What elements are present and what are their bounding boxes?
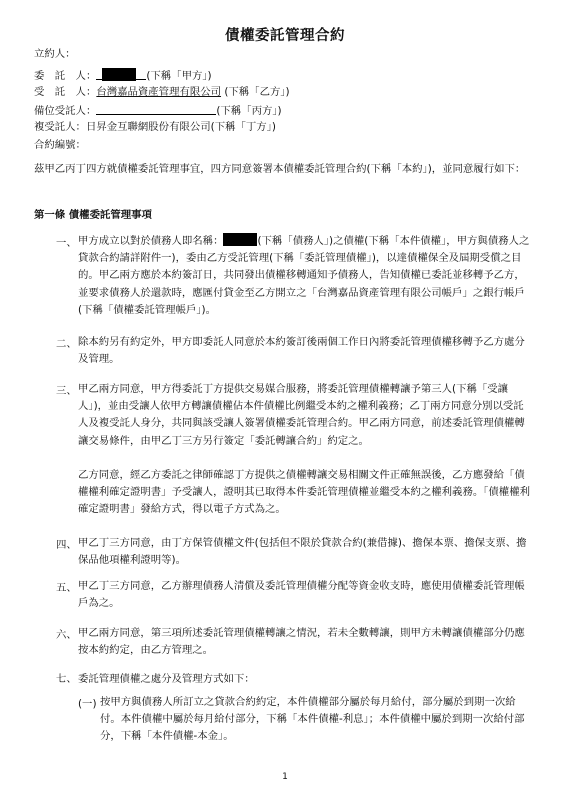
debtor-name-redaction	[223, 233, 257, 246]
item-4-number: 四、	[56, 539, 77, 551]
backup-agent-line	[34, 103, 282, 118]
principal-line	[34, 68, 212, 83]
principal-suffix: (下稱「甲方」)	[146, 70, 212, 82]
parties-intro-label: 立約人：	[34, 48, 76, 60]
agent-suffix: (下稱「乙方」)	[224, 86, 290, 98]
item-1-body: (下稱「債務人」)之債權(下稱「本件債權」，甲方與債務人之貸款合約請詳附件一)，委由乙方受託管理(下稱「委託管理債權」)，以達債權保全及屆期受償之目的。甲乙兩方應於本約簽訂日，共同發出債權移轉通知予債務人，告知債權已委託並移轉予乙方，並要求債務人於還款時，應匯付貸金至乙方開立之「台灣嘉品資產管理有限公司帳戶」之銀行帳戶(下稱「債權委託管理帳戶」)。	[78, 235, 530, 316]
item-3-text: 甲乙兩方同意，甲方得委託丁方提供交易媒合服務，將委託管理債權轉讓予第三人(下稱「受讓人」)，並由受讓人依甲方轉讓債權佔本件債權比例繼受本約之權利義務；乙丁兩方同意分別以受託人及複受託人身分，共同與該受讓人簽署債權委託管理合約。甲乙兩方同意，前述委託管理債權轉讓交易條件，由甲乙丁三方另行簽定「委託轉讓合約」約定之。	[78, 383, 525, 447]
agent-label: 受 託 人：	[34, 86, 97, 98]
item-7-number: 七、	[56, 673, 77, 685]
item-5-text: 甲乙丁三方同意，乙方辦理債務人清償及委託管理債權分配等資金收支時，應使用債權委託管理帳戶為之。	[78, 580, 525, 610]
sub-agent-line	[34, 121, 276, 134]
backup-agent-label: 備位受託人：	[34, 105, 97, 117]
item-6-number: 六、	[56, 629, 77, 641]
page-number: 1	[282, 772, 288, 782]
sub-agent-label: 複受託人：	[34, 121, 86, 133]
backup-agent-suffix: (下稱「丙方」)	[216, 105, 282, 117]
item-1-prefix: 甲方成立以對於債務人即名稱：	[78, 235, 224, 247]
item-5-number: 五、	[56, 582, 77, 594]
preamble: 茲甲乙丙丁四方就債權委託管理事宜，四方同意簽署本債權委託管理合約(下稱「本約」)，並同意履行如下：	[34, 163, 526, 175]
item-1-number: 一、	[56, 237, 77, 249]
sub-agent-name: 日昇金互聯網股份有限公司	[85, 121, 211, 133]
backup-agent-blank	[96, 103, 216, 115]
principal-underline-post	[136, 68, 146, 80]
item-1-text	[78, 233, 532, 319]
sub-item-1-text: 按甲方與債務人所訂立之貸款合約約定，本件債權部分屬於每月給付，部分屬於到期一次給付。本件債權中屬於每月給付部分，下稱「本件債權-利息」；本件債權中屬於到期一次給付部分，下稱「本件債權-本金」。	[100, 696, 525, 743]
agent-line	[34, 86, 290, 99]
sub-item-1-number: (一)	[78, 698, 97, 710]
item-2-text: 除本約另有約定外，甲方即委託人同意於本約簽訂後兩個工作日內將委託管理債權移轉予乙方處分及管理。	[78, 336, 525, 366]
sub-agent-suffix: (下稱「丁方」)	[210, 121, 276, 133]
agent-name: 台灣嘉品資產管理有限公司	[96, 86, 222, 98]
contract-number-label: 合約編號：	[34, 139, 86, 151]
item-3-number: 三、	[56, 385, 77, 397]
principal-name-redaction	[102, 68, 136, 81]
item-3-text-continued: 乙方同意，經乙方委託之律師確認丁方提供之債權轉讓交易相關文件正確無誤後，乙方應發給「債權權利確定證明書」予受讓人，證明其已取得本件委託管理債權並繼受本約之權利義務。「債權權利確定證明書」發給方式，得以電子方式為之。	[78, 469, 530, 516]
principal-label: 委 託 人：	[34, 70, 97, 82]
item-7-text: 委託管理債權之處分及管理方式如下：	[78, 673, 255, 685]
item-4-text: 甲乙丁三方同意，由丁方保管債權文件(包括但不限於貸款合約(兼借據)、擔保本票、擔保支票、擔保品他項權利證明等)。	[78, 537, 527, 567]
article-1-heading: 第一條 債權委託管理事項	[34, 209, 152, 221]
item-2-number: 二、	[56, 338, 77, 350]
item-6-text: 甲乙兩方同意，第三項所述委託管理債權轉讓之情況，若未全數轉讓，則甲方未轉讓債權部分仍應按本約約定，由乙方管理之。	[78, 627, 525, 657]
document-title: 債權委託管理合約	[225, 28, 345, 44]
